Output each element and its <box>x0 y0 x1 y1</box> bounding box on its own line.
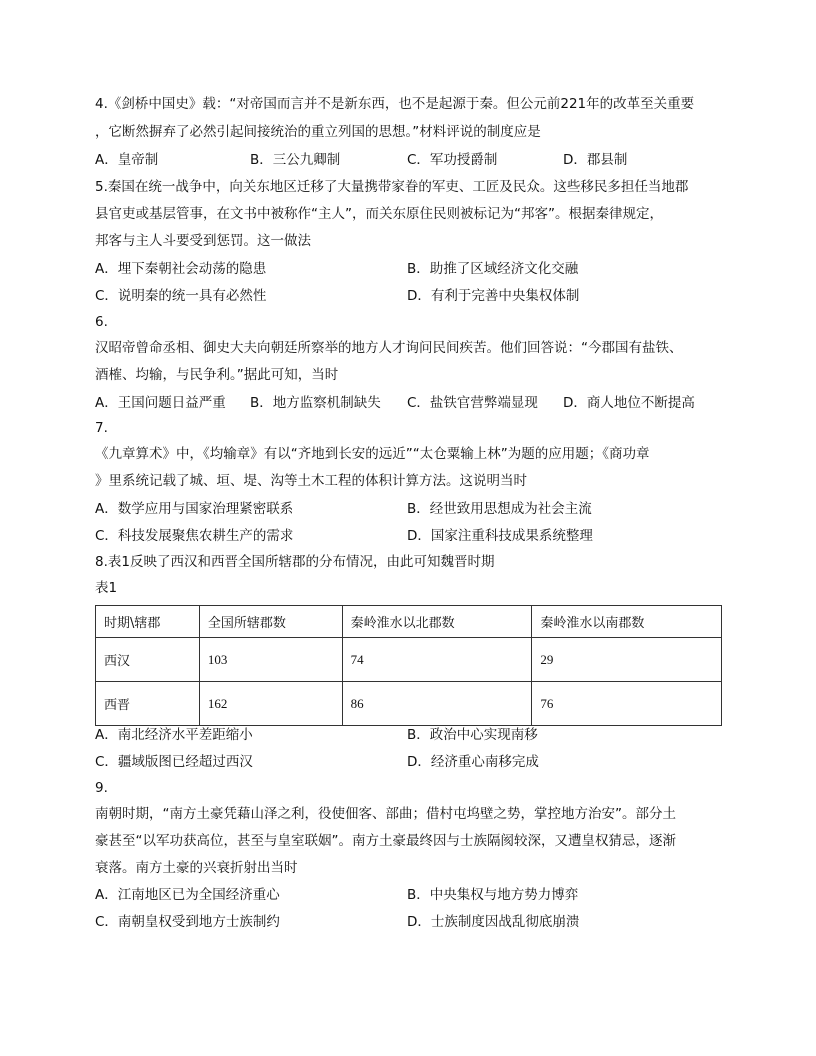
q6-option-d: D．商人地位不断提高 <box>563 395 695 411</box>
table-cell: 西汉 <box>96 638 200 682</box>
table-row <box>96 682 722 726</box>
q6-stem-line1: 汉昭帝曾命丞相、御史大夫向朝廷所察举的地方人才询问民间疾苦。他们回答说：“今郡国有盐铁、 <box>95 340 683 356</box>
table-header-cell: 秦岭淮水以南郡数 <box>532 606 722 638</box>
table-cell: 162 <box>199 682 342 726</box>
q9-number: 9. <box>95 780 108 796</box>
q5-option-a: A．埋下秦朝社会动荡的隐患 <box>95 261 267 277</box>
q9-option-c: C．南朝皇权受到地方士族制约 <box>95 914 280 930</box>
q9-option-b: B．中央集权与地方势力博弈 <box>407 887 579 903</box>
q7-option-a: A．数学应用与国家治理紧密联系 <box>95 501 294 517</box>
q6-number: 6. <box>95 314 108 330</box>
q4-option-b: B．三公九卿制 <box>250 152 341 168</box>
q9-option-d: D．士族制度因战乱彻底崩溃 <box>407 914 580 930</box>
q6-option-c: C．盐铁官营弊端显现 <box>407 395 538 411</box>
q9-stem-line3: 衰落。南方土豪的兴衰折射出当时 <box>95 860 298 876</box>
table-cell: 29 <box>532 638 722 682</box>
q9-stem-line1: 南朝时期，“南方土豪凭藉山泽之利，役使佃客、部曲；借村屯坞壁之势，掌控地方治安”。部分土 <box>95 806 676 822</box>
q5-stem-line2: 县官吏或基层管事，在文书中被称作“主人”，而关东原住民则被标记为“邦客”。根据秦律规定， <box>95 206 663 222</box>
table-cell: 86 <box>342 682 532 726</box>
table-header-cell: 全国所辖郡数 <box>199 606 342 638</box>
q6-option-a: A．王国问题日益严重 <box>95 395 226 411</box>
q8-stem-line1: 8.表1反映了西汉和西晋全国所辖郡的分布情况，由此可知魏晋时期 <box>95 554 495 570</box>
q9-option-a: A．江南地区已为全国经济重心 <box>95 887 280 903</box>
q5-option-c: C．说明秦的统一具有必然性 <box>95 288 267 304</box>
q7-option-c: C．科技发展聚焦农耕生产的需求 <box>95 528 294 544</box>
q9-stem-line2: 豪甚至“以军功获高位，甚至与皇室联姻”。南方土豪最终因与士族隔阂较深，又遭皇权猜忌，逐渐 <box>95 833 676 849</box>
q5-option-d: D．有利于完善中央集权体制 <box>407 288 580 304</box>
q6-stem-line2: 酒榷、均输，与民争利。”据此可知，当时 <box>95 367 339 383</box>
q7-number: 7. <box>95 420 108 436</box>
q8-option-a: A．南北经济水平差距缩小 <box>95 727 253 743</box>
districts-table <box>95 605 722 726</box>
q4-stem-line2: ，它断然摒弃了必然引起间接统治的重立列国的思想。”材料评说的制度应是 <box>95 124 541 140</box>
q5-option-b: B．助推了区域经济文化交融 <box>407 261 579 277</box>
table-caption: 表1 <box>95 580 118 596</box>
q5-stem-line1: 5.秦国在统一战争中，向关东地区迁移了大量携带家眷的军吏、工匠及民众。这些移民多担任当地郡 <box>95 179 689 195</box>
q4-option-a: A．皇帝制 <box>95 152 159 168</box>
table-cell: 103 <box>199 638 342 682</box>
q8-option-d: D．经济重心南移完成 <box>407 754 539 770</box>
table-cell: 74 <box>342 638 532 682</box>
q4-option-c: C．军功授爵制 <box>407 152 498 168</box>
q4-option-d: D．郡县制 <box>563 152 628 168</box>
q8-option-b: B．政治中心实现南移 <box>407 727 538 743</box>
q4-stem-line1: 4.《剑桥中国史》载：“对帝国而言并不是新东西，也不是起源于秦。但公元前221年的改革至关重要 <box>95 96 695 112</box>
q5-stem-line3: 邦客与主人斗要受到惩罚。这一做法 <box>95 233 311 249</box>
q7-stem-line2: 》里系统记载了城、垣、堤、沟等土木工程的体积计算方法。这说明当时 <box>95 473 527 489</box>
q6-option-b: B．地方监察机制缺失 <box>250 395 381 411</box>
table-header-cell: 秦岭淮水以北郡数 <box>342 606 532 638</box>
q8-option-c: C．疆域版图已经超过西汉 <box>95 754 253 770</box>
q7-option-d: D．国家注重科技成果系统整理 <box>407 528 593 544</box>
table-cell: 西晋 <box>96 682 200 726</box>
table-header-cell: 时期\辖郡 <box>96 606 200 638</box>
q7-stem-line1: 《九章算术》中，《均输章》有以“齐地到长安的远近”“太仓粟输上林”为题的应用题；《商功章 <box>95 446 650 462</box>
q7-option-b: B．经世致用思想成为社会主流 <box>407 501 592 517</box>
table-cell: 76 <box>532 682 722 726</box>
table-header-row <box>96 606 722 638</box>
table-row <box>96 638 722 682</box>
